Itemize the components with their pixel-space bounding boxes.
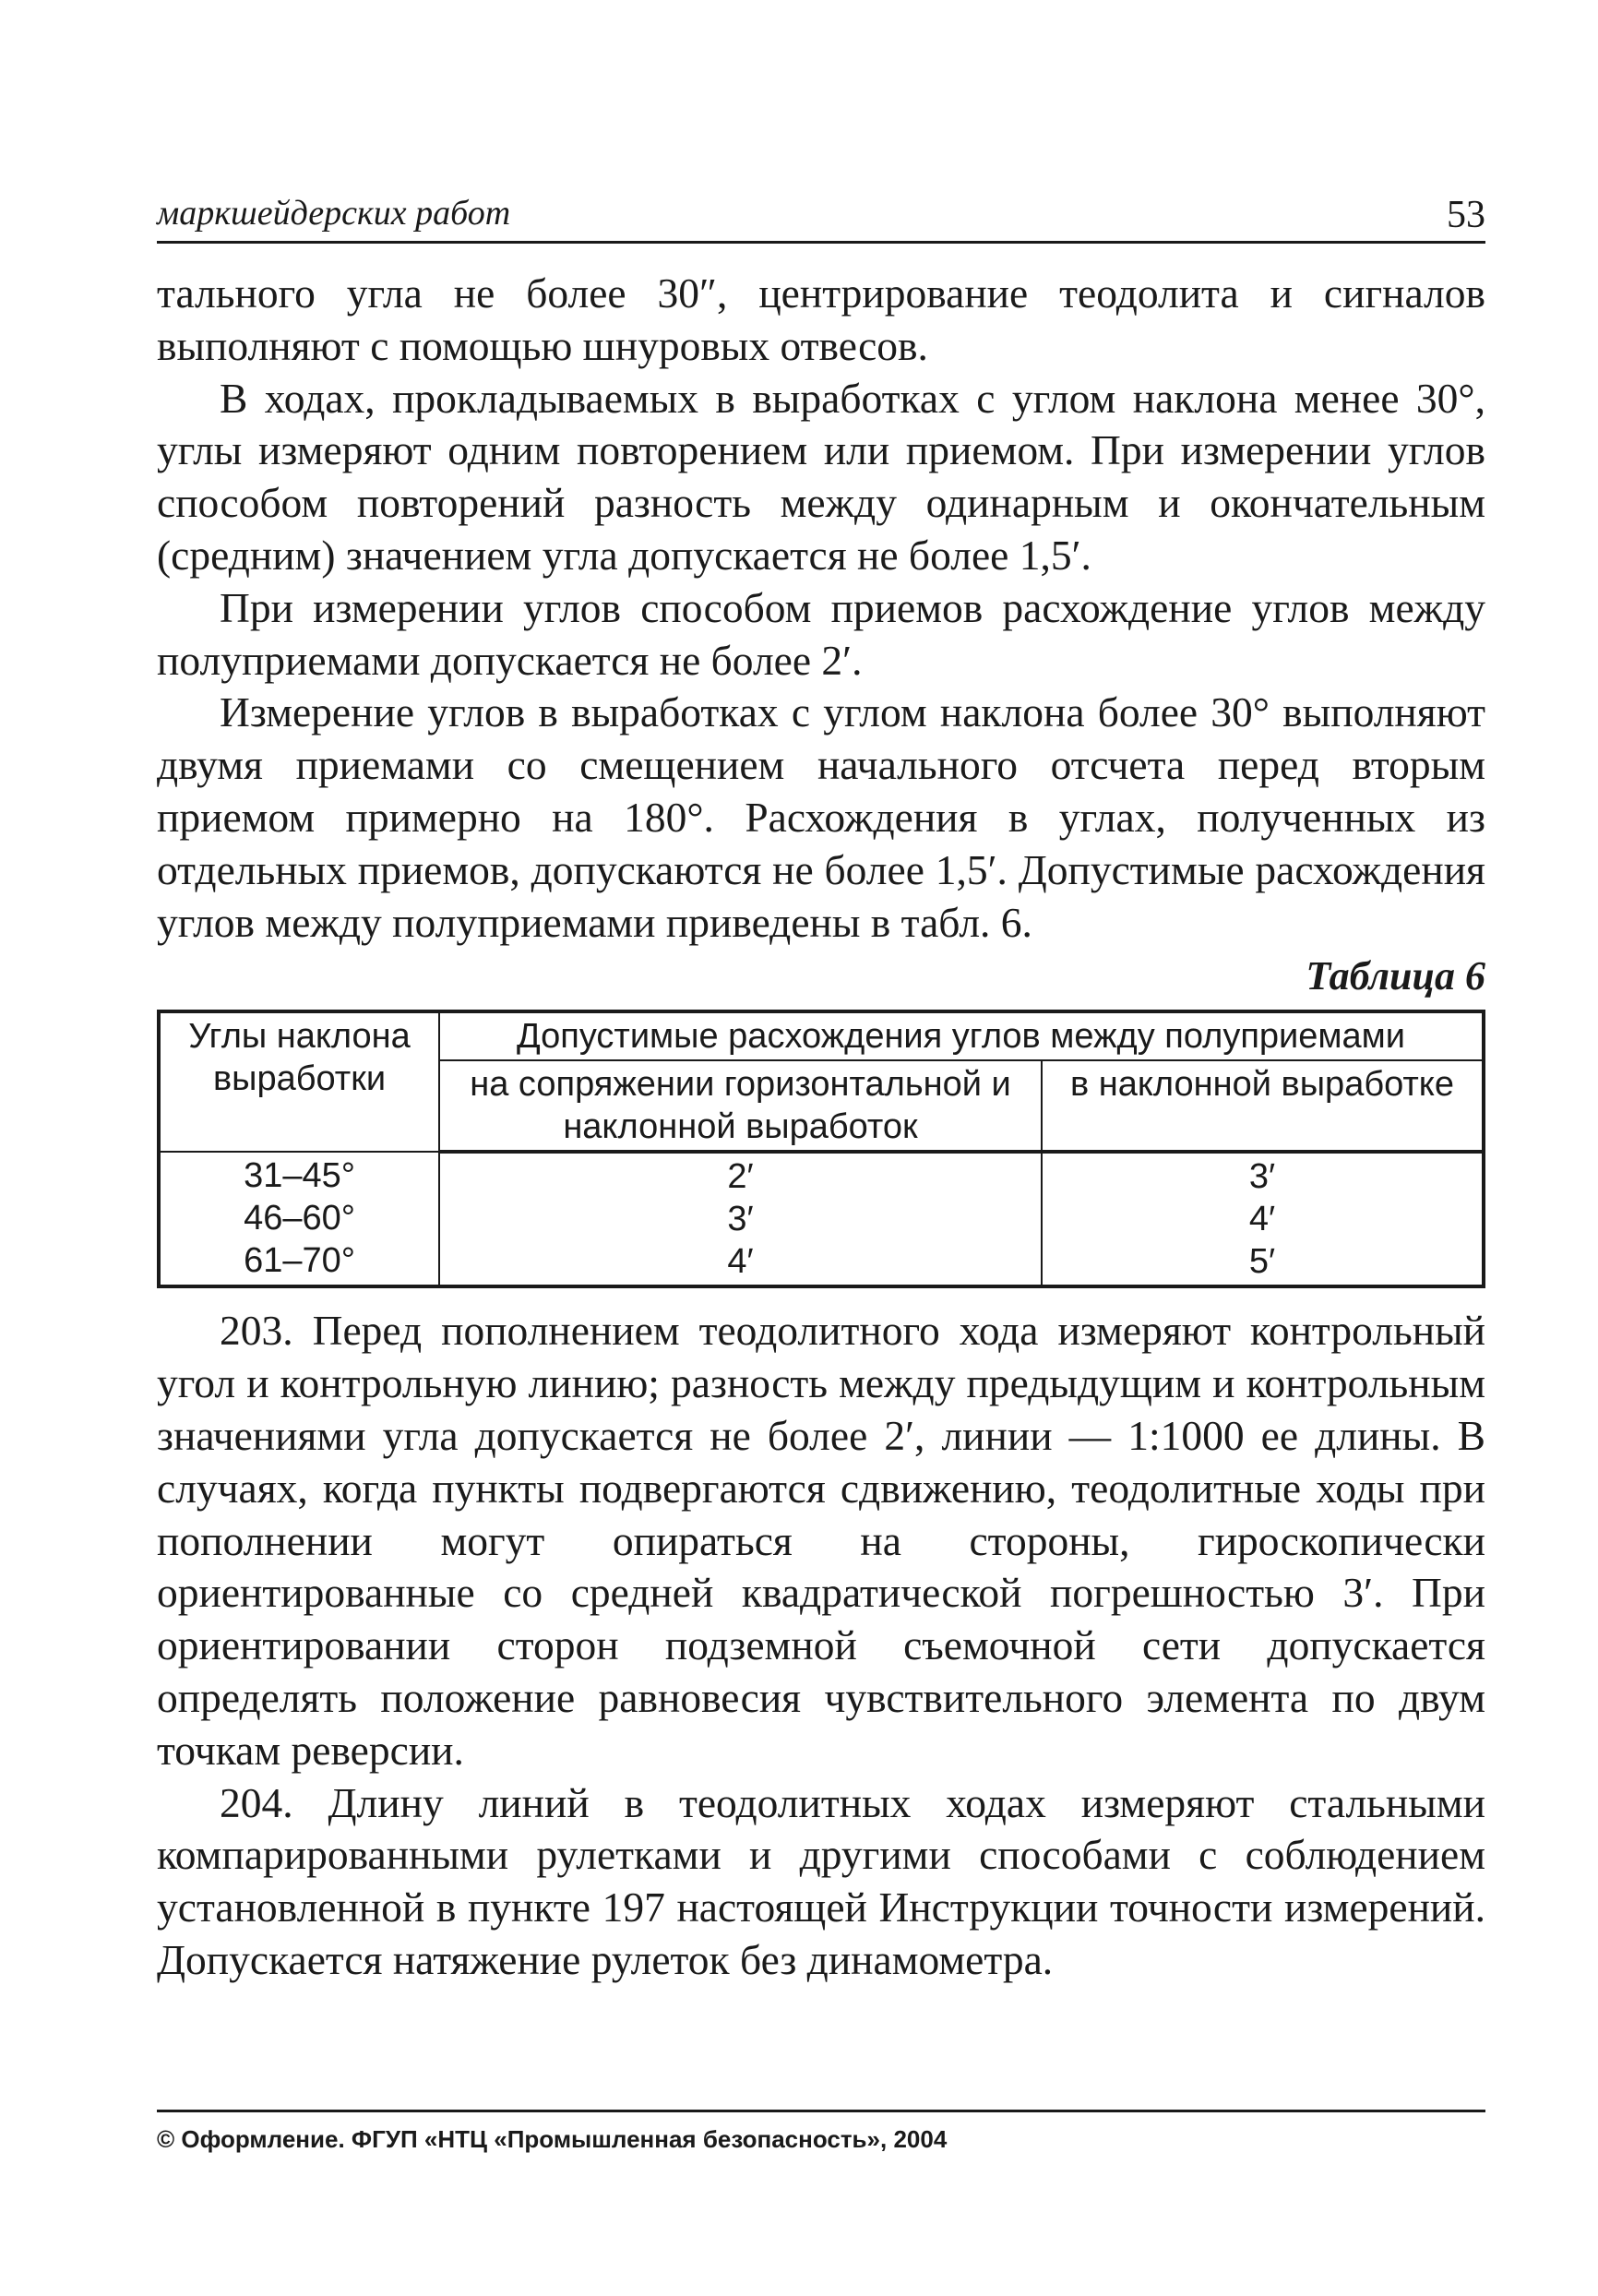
- page-header: [157, 189, 1485, 244]
- table-header-row: [159, 1011, 1484, 1060]
- running-title: маркшейдерских работ: [157, 194, 511, 233]
- cell-angles: [159, 1152, 439, 1286]
- header-junction: на сопряжении горизонтальной и наклонной выработок: [439, 1060, 1042, 1152]
- paragraph-203: 203. Перед пополнением теодолитного хода измеряют контрольный угол и контрольную линию; разность между предыдущим и контрольным значениями угла допускается не более 2′, линии — 1:1000 ее длины. В случаях, когда пункты подвергаются сдвижению, теодолитные ходы при пополнении могут опираться на стороны, гироскопически ориентированные со средней квадратической погрешностью 3′. При ориентировании сторон подземной съемочной сети допускается определять положение равновесия чувствительного элемента по двум точкам реверсии.: [157, 1307, 1485, 1774]
- paragraph: Измерение углов в выработках с углом наклона более 30° выполняют двумя приемами со смещением начального отсчета перед вторым приемом примерно на 180°. Расхождения в углах, полученных из отдельных приемов, допускаются не более 1,5′. Допустимые расхождения углов между полуприемами приведены в табл. 6.: [157, 688, 1485, 946]
- cell-junction: 2′: [727, 1157, 754, 1197]
- cell-junction-values: [439, 1152, 1042, 1286]
- cell-junction: 3′: [727, 1200, 754, 1239]
- header-group: Допустимые расхождения углов между полуприемами: [439, 1011, 1484, 1060]
- tolerance-table: [157, 1010, 1485, 1288]
- cell-inclined: 3′: [1248, 1157, 1276, 1197]
- cell-junction: 4′: [727, 1242, 754, 1282]
- paragraph-continued: тального угла не более 30″, центрирование теодолита и сигналов выполняют с помощью шнуровых отвесов.: [157, 269, 1485, 369]
- cell-angle: 61–70°: [244, 1241, 355, 1281]
- paragraph-204: 204. Длину линий в теодолитных ходах измеряют стальными компарированными рулетками и другими способами с соблюдением установленной в пункте 197 настоящей Инструкции точности измерений. Допускается натяжение рулеток без динамометра.: [157, 1778, 1485, 1983]
- paragraph: При измерении углов способом приемов расхождение углов между полуприемами допускается не более 2′.: [157, 583, 1485, 684]
- cell-angle: 46–60°: [244, 1199, 355, 1238]
- header-angles: Углы наклона выработки: [159, 1011, 439, 1152]
- table-caption: Таблица 6: [1306, 953, 1485, 999]
- table-body-row: [159, 1152, 1484, 1286]
- cell-inclined: 4′: [1248, 1200, 1276, 1239]
- header-inclined: в наклонной выработке: [1042, 1060, 1484, 1152]
- body-text: [157, 268, 1485, 1987]
- paragraph: В ходах, прокладываемых в выработках с углом наклона менее 30°, углы измеряют одним повторением или приемом. При измерении углов способом повторений разность между одинарным и окончательным (средним) значением угла допускается не более 1,5′.: [157, 374, 1485, 579]
- footer-copyright: © Оформление. ФГУП «НТЦ «Промышленная безопасность», 2004: [157, 2110, 1485, 2154]
- cell-inclined: 5′: [1248, 1242, 1276, 1282]
- cell-angle: 31–45°: [244, 1156, 355, 1196]
- page-number: 53: [1447, 194, 1485, 236]
- cell-inclined-values: [1042, 1152, 1484, 1286]
